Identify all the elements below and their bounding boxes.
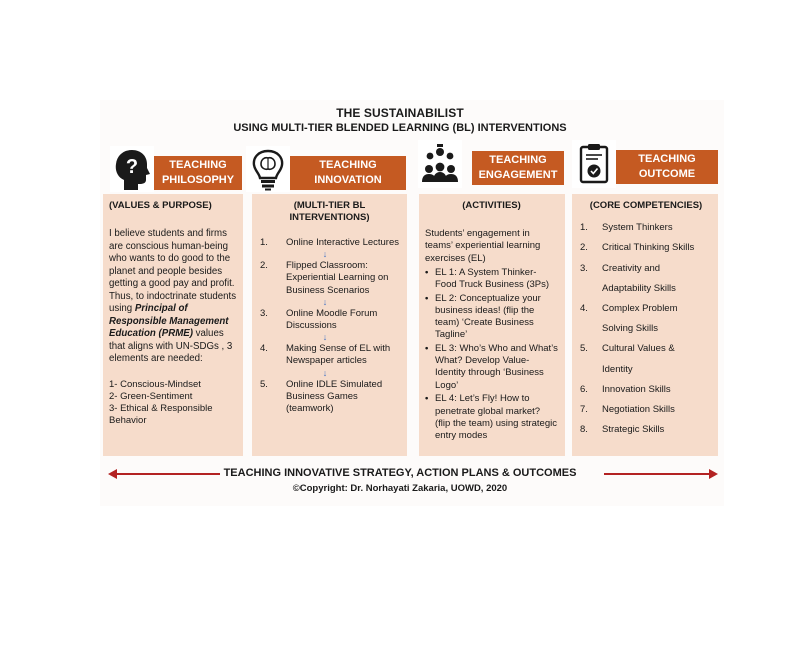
list-item: 5. Cultural Values & Identity: [580, 343, 675, 375]
arrow-down-icon: ↓: [322, 367, 328, 378]
engagement-intro: Students’ engagement in teams’ experiential learning exercises (EL): [425, 228, 541, 264]
head-question-icon: [110, 146, 154, 192]
header-line: OUTCOME: [638, 168, 696, 180]
header-line: TEACHING: [638, 153, 696, 165]
header-line: TEACHING: [489, 154, 547, 166]
el-list: [425, 267, 558, 442]
list-item: 1- Conscious-Mindset: [109, 378, 201, 390]
list-item: 1. Online Interactive Lectures: [260, 237, 400, 248]
list-item: 1. System Thinkers: [580, 222, 673, 234]
header-line: ENGAGEMENT: [478, 169, 558, 181]
list-item: 4. Making Sense of EL with Newspaper articles: [260, 343, 391, 367]
list-item: 3- Ethical & Responsible Behavior: [109, 403, 213, 427]
arrow-down-icon: ↓: [322, 249, 328, 260]
list-item: 7. Negotiation Skills: [580, 404, 675, 416]
header-teaching-engagement: [472, 151, 564, 185]
lightbulb-brain-icon: [246, 146, 290, 192]
copyright: ©Copyright: Dr. Norhayati Zakaria, UOWD, 2020: [292, 483, 508, 494]
header-line: TEACHING: [319, 159, 377, 171]
infographic-subtitle: USING MULTI-TIER BLENDED LEARNING (BL) INTERVENTIONS: [233, 122, 567, 134]
header-teaching-outcome: [616, 150, 718, 184]
panel-core-competencies: [572, 194, 718, 456]
panel-heading: (MULTI-TIER BL INTERVENTIONS): [289, 200, 370, 223]
list-item: 3. Creativity and Adaptability Skills: [580, 262, 676, 294]
footer-title: TEACHING INNOVATIVE STRATEGY, ACTION PLANS & OUTCOMES: [223, 467, 577, 479]
panel-activities: [419, 194, 565, 456]
elements-list: [109, 379, 237, 428]
competencies-list: [580, 218, 712, 440]
list-item: 2. Critical Thinking Skills: [580, 242, 695, 254]
list-item: • EL 3: Who’s Who and What’s What? Develop Value-Identity through ‘Business Logo’: [425, 343, 558, 391]
prme-emphasis: Principal of Responsible Management Education (PRME): [109, 303, 229, 340]
header-line: INNOVATION: [314, 174, 382, 186]
panel-heading: (ACTIVITIES): [462, 200, 521, 211]
panel-values-purpose: [103, 194, 243, 456]
infographic-title: THE SUSTAINABILIST: [336, 106, 464, 120]
panel-heading: (CORE COMPETENCIES): [589, 200, 703, 211]
list-item: • EL 4: Let’s Fly! How to penetrate global market? (flip the team) using strategic entry modes: [425, 393, 557, 441]
svg-text:?: ?: [125, 156, 139, 178]
list-item: 6. Innovation Skills: [580, 383, 671, 395]
list-item: 4. Complex Problem Solving Skills: [580, 303, 678, 335]
header-line: PHILOSOPHY: [161, 174, 235, 186]
list-item: 2- Green-Sentiment: [109, 390, 193, 402]
clipboard-check-icon: [572, 140, 616, 188]
panel-heading: (VALUES & PURPOSE): [109, 200, 212, 211]
list-item: 3. Online Moodle Forum Discussions: [260, 307, 378, 332]
list-item: • EL 2: Conceptualize your business ideas! (flip the team) ‘Create Business Tagline’: [425, 292, 541, 341]
interventions-list: [260, 237, 399, 415]
list-item: • EL 1: A System Thinker- Food Truck Business (3Ps): [425, 266, 550, 291]
list-item: 8. Strategic Skills: [580, 424, 665, 436]
header-teaching-philosophy: [154, 156, 242, 190]
list-item: 5. Online IDLE Simulated Business Games (teamwork): [260, 378, 383, 415]
philosophy-paragraph: I believe students and firms are conscious human-being who wants to do good to the planet and people besides getting a good pay and profit. Thus, to indoctrinate students using Principal of Responsible Management Education (PRME) values that aligns with UN-SDGs , 3 elements are needed:: [109, 228, 237, 365]
header-line: TEACHING: [169, 159, 227, 171]
panel-bl-interventions: [252, 194, 407, 456]
arrow-down-icon: ↓: [322, 296, 328, 307]
header-teaching-innovation: [290, 156, 406, 190]
arrow-down-icon: ↓: [322, 332, 328, 343]
team-group-icon: [418, 140, 462, 188]
list-item: 2. Flipped Classroom: Experiential Learning on Business Scenarios: [260, 260, 389, 296]
